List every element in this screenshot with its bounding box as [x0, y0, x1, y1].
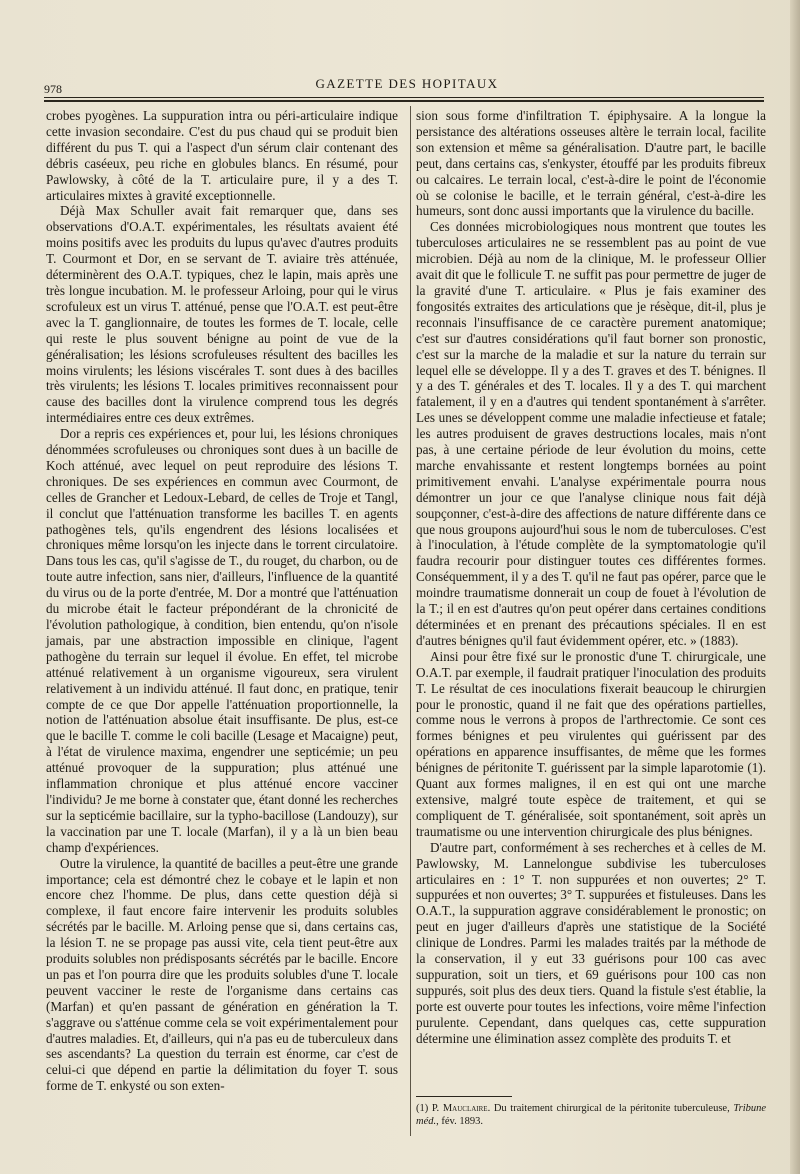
journal-title: GAZETTE DES HOPITAUX [315, 76, 499, 91]
header-rule [44, 97, 764, 98]
right-column [416, 108, 766, 1046]
footnote-marker: (1) P. [416, 1103, 440, 1114]
page-number: 978 [44, 82, 62, 96]
paragraph: Outre la virulence, la quantité de bacilles a peut-être une grande importance; cela est démontré chez le cobaye et le lapin et non encore chez l'homme. De plus, dans cette question déjà si complexe, il faut encore faire intervenir les produits solubles sécrétés par le bacille. M. Arloing pense que si, dans certains cas, la lésion T. ne se propage pas aussi vite, cela tient peut-être aux produits solubles non prédisposants sécrétés par le bacille. Encore un pas et l'on pourra dire que les produits solubles d'une T. locale peuvent vacciner le reste de l'organisme dans certains cas (Marfan) et qu'en passant de génération en génération la T. s'aggrave ou s'atténue comme cela se voit expérimentalement pour d'autres maladies. Et, d'ailleurs, qui n'a pas eu de tuberculeux dans ses ascendants? La question du terrain est énorme, car c'est de celui-ci que dépend en partie la délimitation du foyer T. sous forme de T. enkysté ou son exten- [46, 855, 398, 1094]
paragraph: Déjà Max Schuller avait fait remarquer que, dans ses observations d'O.A.T. expérimentales, les résultats avaient été moins positifs avec les produits du lupus qu'avec d'autres produits T. Courmont et Dor, en se servant de T. aviaire très atténuée, déterminèrent des O.A.T. typiques, chez le lapin, mais après une très longue incubation. M. le professeur Arloing, pour qui le virus scrofuleux est un virus T. atténué, pense que l'O.A.T. est peut-être avec la T. ganglionnaire, de toutes les formes de T. locale, celle qui reste le plus souvent bénigne au point de vue de la généralisation; les lésions scrofuleuses résultent des bacilles les moins virulents; les lésions viscérales T. sont dues à des bacilles très virulents; les lésions T. locales primitives reconnaissent pour cause des bacilles dont la virulence comprend tous les degrés intermédiaires entre ces deux extrêmes. [46, 203, 398, 426]
footnote-source: Tribune méd. [416, 1103, 767, 1127]
header-rule-thick [44, 100, 764, 102]
paragraph: Ainsi pour être fixé sur le pronostic d'une T. chirurgicale, une O.A.T. par exemple, il faudrait pratiquer l'inoculation des produits T. Le résultat de ces inoculations fixerait beaucoup le chirurgien pour le pronostic, quand il ne fait que des opérations partielles, comme nous le verrons à propos de l'arthrectomie. Ce sont ces formes bénignes et peu virulentes qui guérissent par des opérations en apparence insuffisantes, de même que les formes bénignes de péritonite T. guérissent par la simple laparotomie (1). Quant aux formes malignes, il en est qui ont une marche extensive, malgré toute espèce de traitement, et qui se compliquent de T. généralisée, soit spontanément, soit après un traumatisme ou une intervention chirurgicale des plus bénignes. [416, 648, 766, 839]
footnote-rule [416, 1096, 512, 1097]
paragraph: Ces données microbiologiques nous montrent que toutes les tuberculoses articulaires ne se ressemblent pas au point de vue microbien. Déjà au nom de la clinique, M. le professeur Ollier avait dit que le follicule T. ne suffit pas pour permettre de juger de la gravité d'une T. articulaire. « Plus je fais examiner des fongosités extraites des articulations que je résèque, dit-il, plus je reconnais l'insuffisance de ce caractère purement anatomique; c'est sur d'autres considérations qu'il faut borner son pronostic, c'est sur la marche de la maladie et sur la nature du terrain sur lequel elle se développe. Il y a des T. graves et des T. bénignes. Il y a des T. générales et des T. locales. Il y a des T. qui marchent fatalement, il y en a d'autres qui tendent spontanément à s'arrêter. Les unes se développent comme une maladie infectieuse et fatale; les autres produisent de graves destructions locales, mais n'ont pas, à une certaine période de leur évolution du moins, cette marche envahissante et restent longtemps bornées au point primitivement envahi. L'analyse expérimentale pourra nous démontrer un jour ce que l'analyse clinique nous fait déjà soupçonner, c'est-à-dire des affections de nature différente dans ce que nous groupons aujourd'hui sous le nom de tuberculoses. C'est à l'inoculation, à l'étude complète de la symptomatologie qu'il faudra recourir pour distinguer toutes ces différentes formes. Conséquemment, il y a des T. qu'il ne faut pas opérer, parce que le moindre traumatisme donnerait un coup de fouet à l'évolution de la T.; il en est d'autres qu'on peut opérer dans certaines conditions déterminées et en prenant des précautions spéciales. Il en est d'autres bénignes qu'il faut évidemment opérer, etc. » (1883). [416, 219, 766, 648]
paragraph: sion sous forme d'infiltration T. épiphysaire. A la longue la persistance des altérations osseuses altère le terrain local, facilite son extension et même sa généralisation. D'autre part, le bacille peut, dans certains cas, s'enkyster, étouffé par les produits fibreux ou calcaires. Le terrain local, c'est-à-dire le point de l'économie où se colonise le bacille, et le terrain général, c'est-à-dire les humeurs, sont donc aussi importants que la virulence du bacille. [416, 108, 766, 219]
left-column [46, 108, 398, 1094]
page-header [44, 74, 770, 94]
footnote-date: , fév. 1893. [436, 1116, 483, 1127]
paragraph: D'autre part, conformément à ses recherches et à celles de M. Pawlowsky, M. Lannelongue subdivise les tuberculoses articulaires en : 1° T. non suppurées et non ouvertes; 2° T. suppurées et non ouvertes; 3° T. suppurées et fistuleuses. Dans les O.A.T., la suppuration aggrave considérablement le pronostic; on peut en juger d'ailleurs d'après une statistique de la Société clinique de Londres. Parmi les malades traités par la méthode de la conservation, il y eut 33 guérisons pour 100 cas avec suppuration, soit un tiers, et 69 guérisons pour 100 cas non suppurés, soit plus des deux tiers. Quand la fistule s'est établie, la porte est ouverte pour toutes les infections, voire même l'infection purulente. Cependant, dans quelques cas, cette suppuration détermine une élimination assez complète des produits T. et [416, 839, 766, 1046]
paragraph: Dor a repris ces expériences et, pour lui, les lésions chroniques dénommées scrofuleuses ou chroniques sont dues à un bacille de Koch atténué, avec lequel on peut reproduire des lésions T. chroniques. De ses expériences en commun avec Courmont, de celles de Grancher et Ledoux-Lebard, de celles de Troje et Tangl, il conclut que l'atténuation transforme les bacilles T. en agents pathogènes tels, qu'ils engendrent des lésions localisées et chroniques même lorsqu'on les injecte dans le torrent circulatoire. Dans tous les cas, qu'il s'agisse de T., du rouget, du charbon, ou de toute autre infection, sans nier, d'ailleurs, l'influence de la quantité du virus ou de la porte d'entrée, M. Dor a montré que l'atténuation du microbe était le facteur prépondérant de la chronicité de l'évolution pathologique, à condition, bien entendu, qu'on n'isole jamais, par une abstraction impossible en clinique, l'agent pathogène du terrain sur lequel il évolue. En effet, tel microbe atténué relativement à un organisme vigoureux, sera virulent relativement à un individu atténué. Il faut donc, en pratique, tenir compte de ce que Dor appelle l'atténuation proportionnelle, la notion de l'atténuation absolue était insuffisante. De plus, est-ce que le bacille T. comme le coli bacille (Lesage et Macaigne) peut, à l'état de virulence maxima, engendrer une septicémie; un peu atténué provoquer de la suppuration; plus atténué une inflammation chronique et plus atténué encore vacciner l'individu? Je me borne à constater que, étant donné les recherches sur la septicémie bacillaire, sur la typho-bacillose (Landouzy), sur la vaccination par une T. locale (Marfan), il y a là un bien beau champ d'expériences. [46, 426, 398, 855]
footnote [416, 1102, 766, 1128]
column-divider [410, 106, 411, 1136]
paragraph: crobes pyogènes. La suppuration intra ou péri-articulaire indique cette invasion secondaire. C'est du pus chaud qui se produit bien différent du pus T. qui a l'aspect d'un sérum clair contenant des débris caséeux, peu riche en globules blancs. En résumé, pour Pawlowsky, à côté de la T. articulaire pure, il y a des T. articulaires mixtes à gravité exceptionnelle. [46, 108, 398, 203]
page-edge [790, 0, 800, 1174]
footnote-text: . Du traitement chirurgical de la péritonite tuberculeuse, [487, 1103, 734, 1114]
footnote-author: Mauclaire [442, 1103, 488, 1114]
